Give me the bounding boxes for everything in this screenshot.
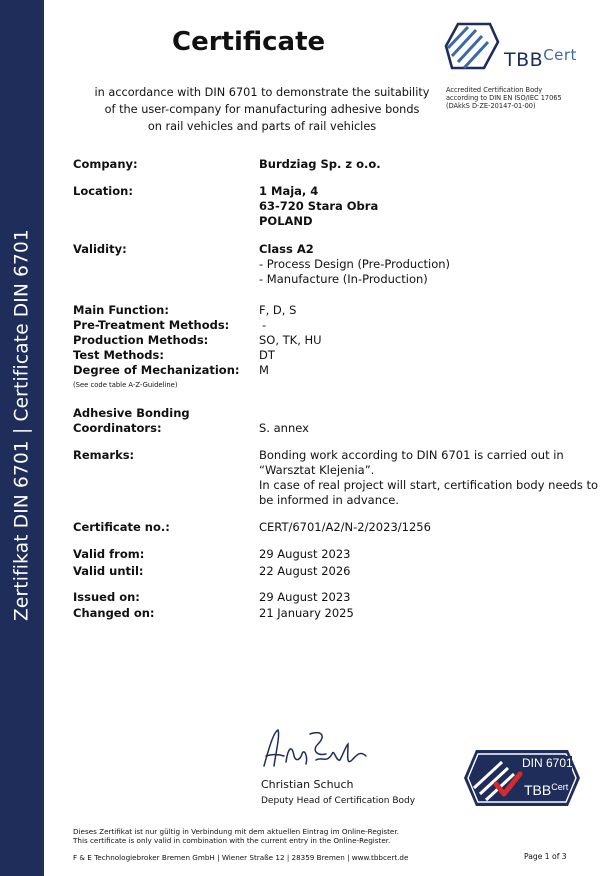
mechanization-value: M <box>259 363 269 377</box>
accreditation-line: Accredited Certification Body <box>446 86 543 94</box>
mechanization-label: Degree of Mechanization: <box>73 363 240 377</box>
intro-line: on rail vehicles and parts of rail vehicles <box>147 120 377 133</box>
accreditation-note <box>446 86 562 110</box>
tbbcert-logo-icon <box>444 22 500 72</box>
validity-class: Class A2 <box>259 242 314 256</box>
remarks-line: In case of real project will start, certification body needs to <box>259 478 599 492</box>
remarks-label: Remarks: <box>73 448 135 462</box>
validity-value <box>259 242 450 287</box>
coordinators-label-line2: Coordinators: <box>73 421 162 435</box>
production-methods-label: Production Methods: <box>73 333 209 347</box>
coordinators-value: S. annex <box>259 421 309 435</box>
handwritten-signature-icon <box>256 726 374 774</box>
remarks-line: Bonding work according to DIN 6701 is carried out in <box>259 448 564 462</box>
remarks-value <box>259 448 598 508</box>
pre-treatment-value: - <box>262 318 267 332</box>
badge-brand: TBB <box>524 782 552 798</box>
code-table-note: (See code table A-Z-Guideline) <box>73 381 178 389</box>
main-function-label: Main Function: <box>73 303 169 317</box>
location-line: 1 Maja, 4 <box>259 184 319 198</box>
accreditation-line: (DAkkS D-ZE-20147-01-00) <box>446 102 536 110</box>
intro-line: of the user-company for manufacturing adhesive bonds <box>104 103 420 116</box>
intro-line: in accordance with DIN 6701 to demonstrate the suitability <box>94 86 430 99</box>
badge-title: DIN 6701 <box>522 756 573 770</box>
sidebar-text: Zertifikat DIN 6701 | Certificate DIN 6701 <box>11 229 33 621</box>
page-title: Certificate <box>172 27 326 57</box>
changed-on-value: 21 January 2025 <box>259 606 354 620</box>
signer-name: Christian Schuch <box>261 778 354 791</box>
footer-line-en: This certificate is only valid in combination with the current entry in the Online-Register. <box>73 835 391 845</box>
certificate-no-value: CERT/6701/A2/N-2/2023/1256 <box>259 520 431 534</box>
test-methods-value: DT <box>259 348 275 362</box>
logo-suffix: Cert <box>543 46 577 64</box>
valid-until-value: 22 August 2026 <box>259 564 351 578</box>
logo-wordmark <box>504 46 577 71</box>
changed-on-label: Changed on: <box>73 606 155 620</box>
footer-address: F & E Technologiebroker Bremen GmbH | Wiener Straße 12 | 28359 Bremen | www.tbbcert.de <box>73 853 409 862</box>
location-value <box>259 184 378 229</box>
certificate-no-label: Certificate no.: <box>73 520 170 534</box>
issued-on-label: Issued on: <box>73 590 140 604</box>
intro-text <box>92 84 432 135</box>
badge-suffix: Cert <box>551 782 569 792</box>
test-methods-label: Test Methods: <box>73 348 164 362</box>
validity-label: Validity: <box>73 242 127 256</box>
location-label: Location: <box>73 184 133 198</box>
location-line: 63-720 Stara Obra <box>259 199 379 213</box>
company-value: Burdziag Sp. z o.o. <box>259 157 381 171</box>
accreditation-line: according to DIN EN ISO/IEC 17065 <box>446 94 562 102</box>
validity-line: - Manufacture (In-Production) <box>259 272 428 286</box>
valid-from-value: 29 August 2023 <box>259 547 351 561</box>
footer-validity-note <box>73 828 399 845</box>
pre-treatment-label: Pre-Treatment Methods: <box>73 318 230 332</box>
footer-line-de: Dieses Zertifikat ist nur gültig in Verbindung mit dem aktuellen Eintrag im Online-Register. <box>73 827 399 836</box>
main-function-value: F, D, S <box>259 303 297 317</box>
sidebar-band <box>0 0 44 876</box>
remarks-line: be informed in advance. <box>259 493 400 507</box>
production-methods-value: SO, TK, HU <box>259 333 322 347</box>
din-6701-badge-icon <box>462 748 582 808</box>
valid-until-label: Valid until: <box>73 564 144 578</box>
page-number: Page 1 of 3 <box>524 852 567 861</box>
company-label: Company: <box>73 157 138 171</box>
validity-line: - Process Design (Pre-Production) <box>259 257 451 271</box>
valid-from-label: Valid from: <box>73 547 145 561</box>
logo-brand: TBB <box>504 49 544 71</box>
issued-on-value: 29 August 2023 <box>259 590 351 604</box>
location-line: POLAND <box>259 214 313 228</box>
remarks-line: “Warsztat Klejenia”. <box>259 463 375 477</box>
signer-role: Deputy Head of Certification Body <box>261 796 416 806</box>
coordinators-label-line1: Adhesive Bonding <box>73 406 190 420</box>
